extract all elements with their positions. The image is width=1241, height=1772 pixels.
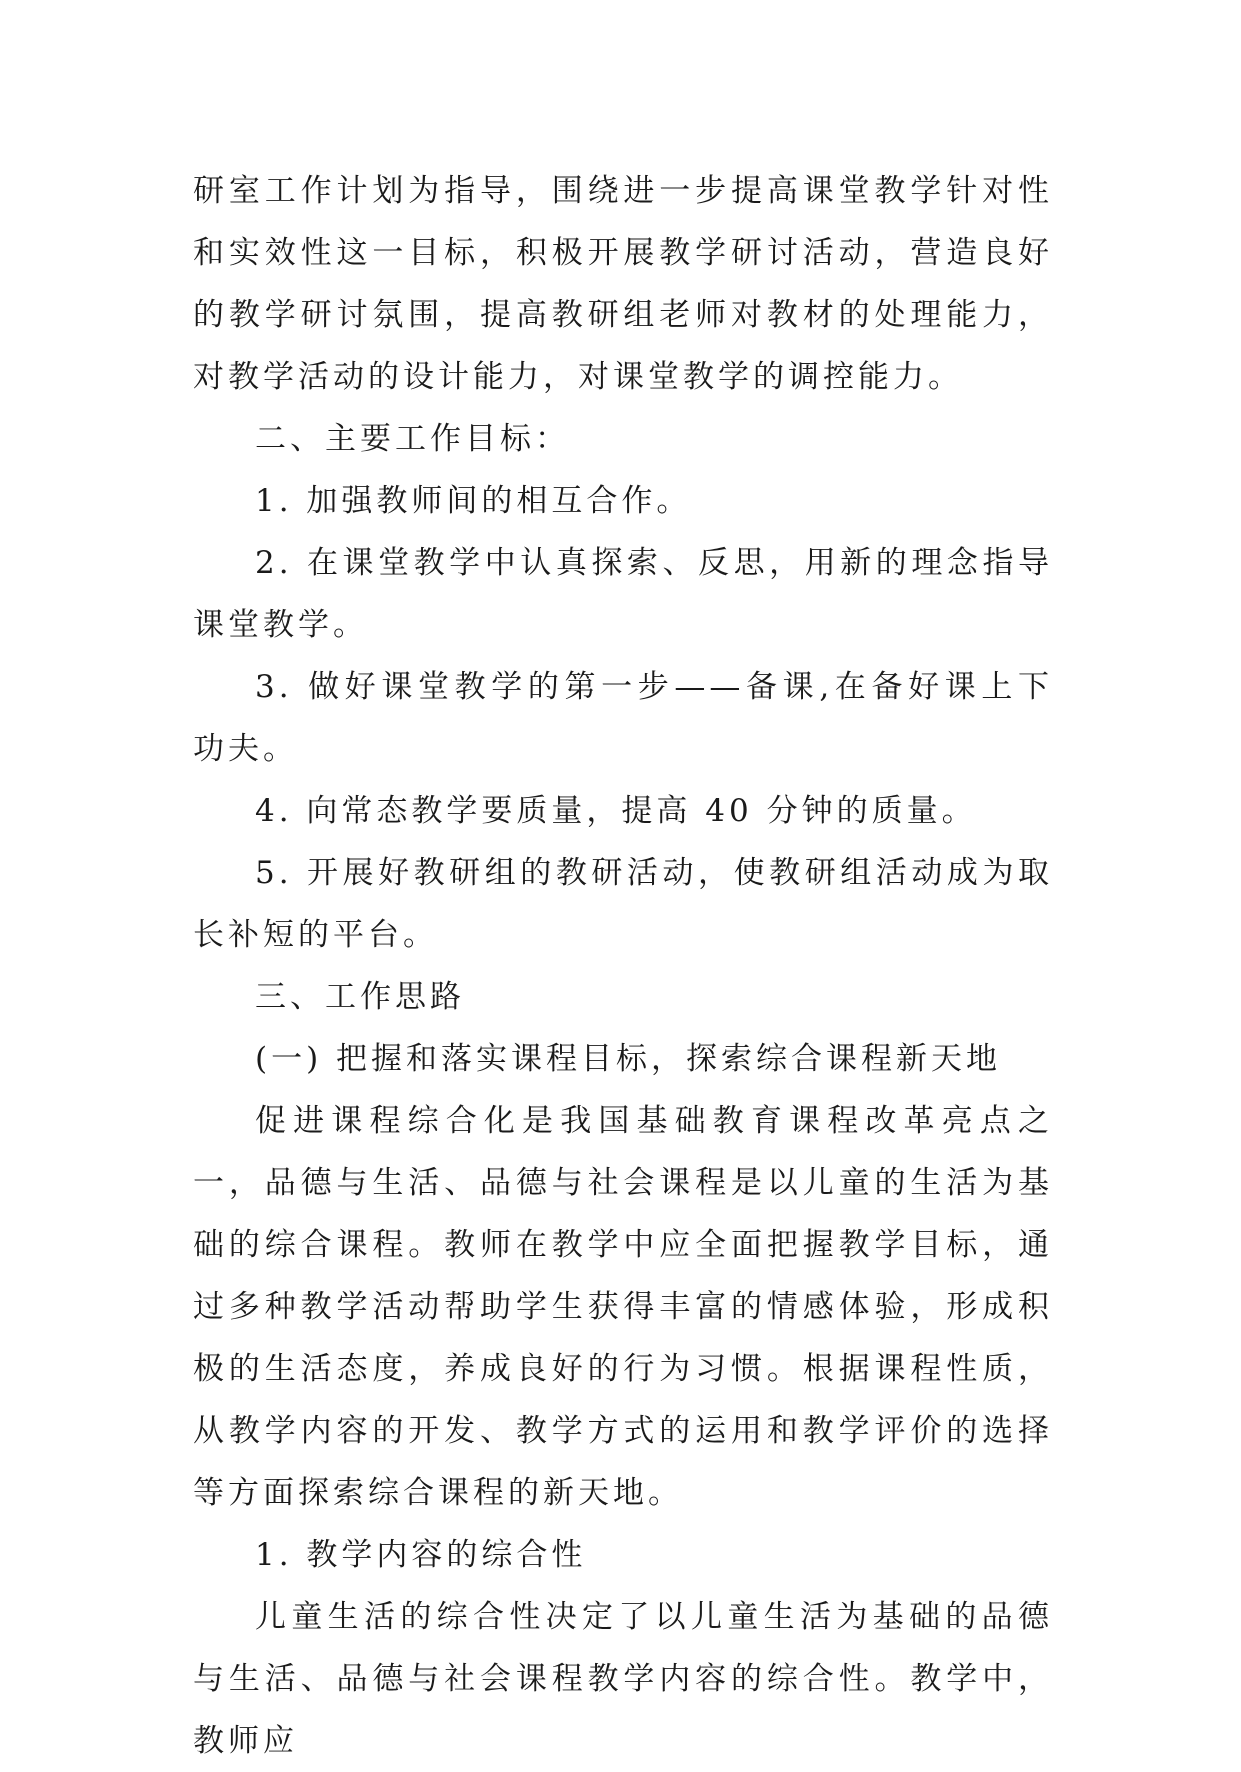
paragraph-course-integration: 促进课程综合化是我国基础教育课程改革亮点之一，品德与生活、品德与社会课程是以儿童的生活为基础的综合课程。教师在教学中应全面把握教学目标，通过多种教学活动帮助学生获得丰富的情感体验，形成积极的生活态度，养成良好的行为习惯。根据课程性质，从教学内容的开发、教学方式的运用和教学评价的选择等方面探索综合课程的新天地。 (193, 1103, 1053, 1511)
heading-work-ideas: 三、工作思路 (255, 979, 465, 1015)
paragraph-child-life: 儿童生活的综合性决定了以儿童生活为基础的品德与生活、品德与社会课程教学内容的综合性。教学中，教师应 (193, 1599, 1053, 1759)
subheading-content-integration: 1. 教学内容的综合性 (255, 1537, 587, 1573)
subheading-course-goals: (一) 把握和落实课程目标，探索综合课程新天地 (255, 1041, 1002, 1077)
document-body (193, 160, 1053, 1772)
goal-item-3: 3. 做好课堂教学的第一步——备课,在备好课上下功夫。 (193, 669, 1053, 767)
goal-item-1: 1. 加强教师间的相互合作。 (255, 483, 692, 519)
goal-item-4: 4. 向常态教学要质量，提高 40 分钟的质量。 (255, 793, 977, 829)
paragraph-intro: 研室工作计划为指导，围绕进一步提高课堂教学针对性和实效性这一目标，积极开展教学研讨活动，营造良好的教学研讨氛围，提高教研组老师对教材的处理能力，对教学活动的设计能力，对课堂教学的调控能力。 (193, 173, 1053, 395)
goal-item-2: 2. 在课堂教学中认真探索、反思，用新的理念指导课堂教学。 (193, 545, 1053, 643)
goal-item-5: 5. 开展好教研组的教研活动，使教研组活动成为取长补短的平台。 (193, 855, 1053, 953)
heading-main-goals: 二、主要工作目标： (255, 421, 570, 457)
